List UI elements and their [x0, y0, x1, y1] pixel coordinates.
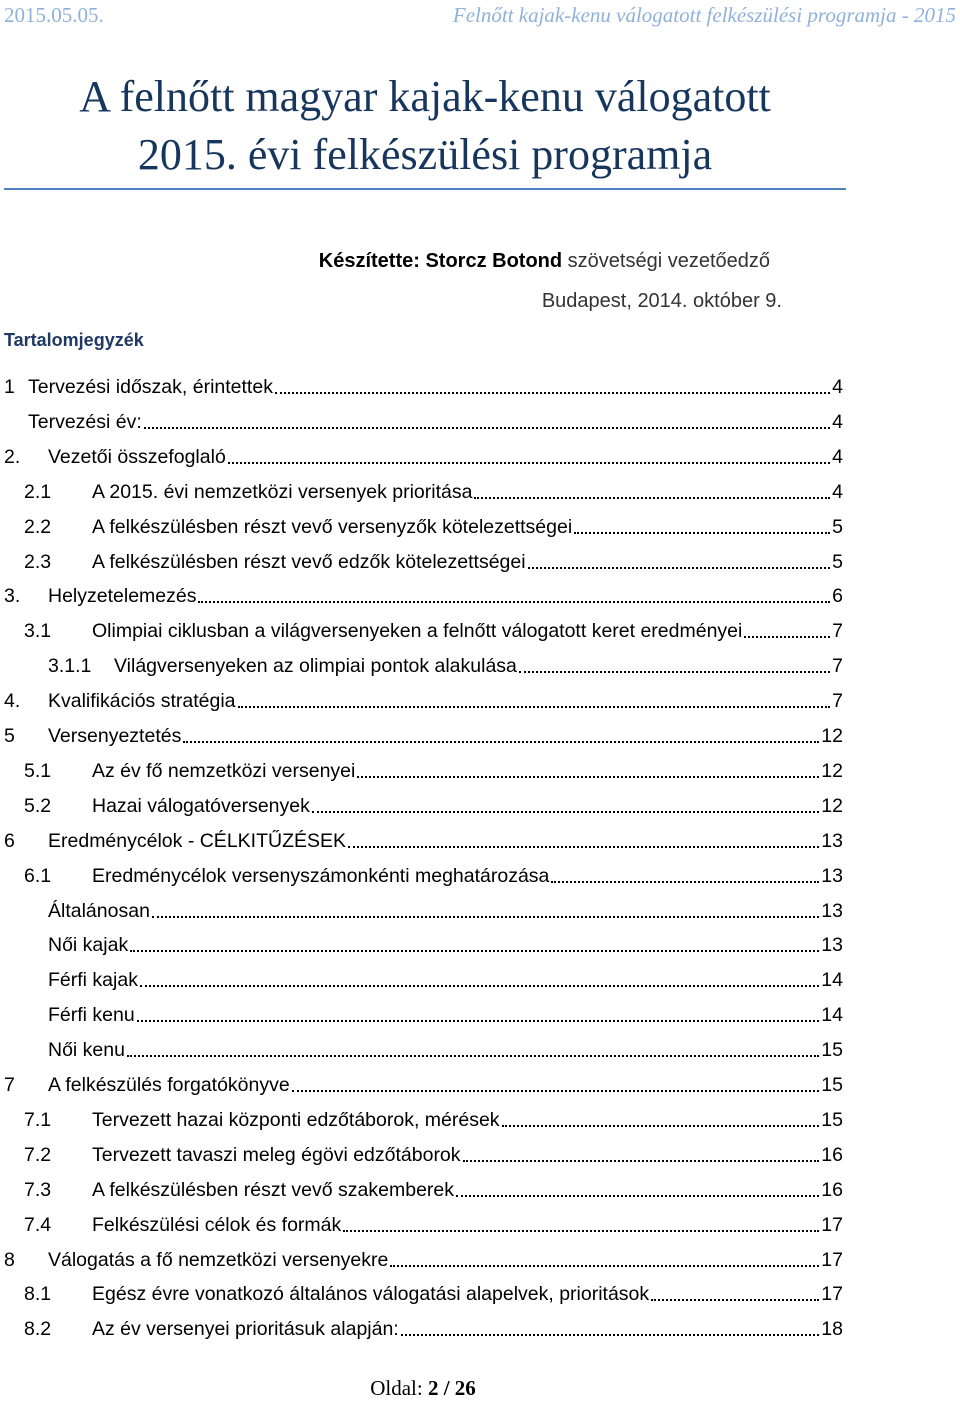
- author-line: [319, 250, 770, 273]
- toc-dot-leader: [551, 861, 819, 883]
- toc-entry-number: 7.1: [24, 1108, 52, 1131]
- toc-dot-leader: [357, 756, 819, 778]
- toc-entry-page: 17: [821, 1283, 843, 1306]
- toc-entry-page: 5: [832, 550, 843, 573]
- toc-entry-label: Helyzetelemezés: [48, 585, 197, 608]
- toc-entry[interactable]: [0, 1000, 843, 1030]
- toc-entry[interactable]: [0, 616, 843, 646]
- toc-entry[interactable]: [0, 1175, 843, 1205]
- toc-entry-page: 7: [832, 690, 843, 713]
- toc-entry-page: 12: [821, 794, 843, 817]
- toc-entry-number: 1: [4, 376, 15, 398]
- toc-entry[interactable]: [0, 1245, 843, 1275]
- toc-entry-number: 3.1.1: [48, 655, 92, 678]
- toc-entry-label: Általánosan: [48, 899, 150, 922]
- toc-entry-label: A felkészülés forgatókönyve: [48, 1074, 290, 1096]
- toc-entry-page: 4: [832, 445, 843, 468]
- toc-entry[interactable]: [0, 896, 843, 926]
- toc-dot-leader: [198, 581, 830, 603]
- toc-entry-page: 17: [821, 1248, 843, 1271]
- document-title-block: [4, 68, 846, 190]
- toc-entry-page: 13: [821, 899, 843, 922]
- toc-heading: Tartalomjegyzék: [4, 330, 144, 350]
- toc-entry[interactable]: [0, 686, 843, 716]
- toc-entry-page: 17: [821, 1213, 843, 1236]
- toc-entry-number: 6: [4, 829, 15, 852]
- toc-entry-label: A felkészülésben részt vevő szakemberek: [92, 1178, 455, 1201]
- toc-entry-page: 12: [821, 759, 843, 782]
- toc-dot-leader: [456, 1175, 819, 1197]
- toc-entry-label: Férfi kajak: [48, 969, 138, 992]
- document-title-line2: 2015. évi felkészülési programja: [137, 130, 713, 179]
- toc-entry-number: 2.3: [24, 550, 52, 573]
- toc-entry[interactable]: [0, 965, 843, 995]
- toc-dot-leader: [238, 686, 831, 708]
- document-title-line1: A felnőtt magyar kajak-kenu válogatott: [79, 72, 771, 121]
- toc-entry-page: 4: [832, 410, 843, 433]
- toc-entry-page: 4: [832, 480, 843, 503]
- toc-entry-label: Világversenyeken az olimpiai pontok alakulása: [114, 655, 517, 678]
- toc-entry-label: Női kajak: [48, 934, 129, 957]
- toc-entry-page: 7: [832, 620, 843, 643]
- toc-entry-label: Válogatás a fő nemzetközi versenyekre: [48, 1248, 389, 1271]
- toc-entry-page: 5: [832, 515, 843, 538]
- toc-entry-label: Kvalifikációs stratégia: [48, 690, 236, 713]
- toc-entry-page: 13: [821, 934, 843, 957]
- toc-entry-page: 15: [821, 1108, 843, 1131]
- toc-entry-label: Olimpiai ciklusban a világversenyeken a felnőtt válogatott keret eredményei: [92, 620, 743, 643]
- toc-entry[interactable]: [0, 826, 843, 856]
- toc-entry-number: 2.1: [24, 480, 52, 503]
- toc-entry[interactable]: [0, 477, 843, 507]
- toc-entry-page: 15: [821, 1039, 843, 1062]
- toc-dot-leader: [343, 1210, 819, 1232]
- toc-dot-leader: [401, 1314, 820, 1336]
- toc-dot-leader: [228, 442, 830, 464]
- toc-entry-label: Az év versenyei prioritásuk alapján:: [92, 1318, 399, 1341]
- toc-dot-leader: [390, 1245, 819, 1267]
- toc-entry-number: 5.1: [24, 759, 52, 782]
- toc-entry-label: Női kenu: [48, 1039, 125, 1062]
- author-name: Készítette: Storcz Botond: [318, 250, 563, 272]
- toc-entry-page: 7: [832, 655, 843, 678]
- toc-dot-leader: [463, 1140, 820, 1162]
- toc-entry[interactable]: [0, 861, 843, 891]
- toc-entry-page: 13: [821, 829, 843, 852]
- page-footer: [0, 1376, 846, 1401]
- toc-entry-page: 4: [832, 376, 843, 398]
- toc-entry-label: Az év fő nemzetközi versenyei: [92, 759, 356, 782]
- toc-entry[interactable]: [0, 791, 843, 821]
- toc-dot-leader: [183, 721, 819, 743]
- toc-entry-label: Vezetői összefoglaló: [48, 445, 226, 468]
- toc-entry-page: 15: [821, 1074, 843, 1096]
- toc-entry-page: 16: [821, 1143, 843, 1166]
- toc-entry[interactable]: [0, 721, 843, 751]
- toc-entry-label: A 2015. évi nemzetközi versenyek prioritása: [92, 480, 473, 503]
- toc-entry[interactable]: [0, 651, 843, 681]
- toc-entry-number: 8.2: [24, 1318, 52, 1341]
- toc-entry-label: A felkészülésben részt vevő edzők kötelezettségei: [92, 550, 526, 573]
- toc-entry-label: Egész évre vonatkozó általános válogatási alapelvek, prioritások: [92, 1283, 650, 1306]
- toc-entry-label: Hazai válogatóversenyek: [92, 794, 310, 817]
- toc-entry-number: 5: [4, 725, 15, 747]
- toc-entry-label: Tervezett hazai központi edzőtáborok, mérések: [92, 1108, 500, 1131]
- toc-entry-number: 5.2: [24, 794, 52, 817]
- toc-dot-leader: [519, 651, 830, 673]
- toc-entry-page: 12: [821, 725, 843, 747]
- toc-entry[interactable]: [0, 1140, 843, 1170]
- toc-entry[interactable]: [0, 1105, 843, 1135]
- toc-dot-leader: [152, 896, 819, 918]
- toc-dot-leader: [348, 826, 819, 848]
- toc-entry-number: 8.1: [24, 1283, 52, 1306]
- toc-entry-label: Eredménycélok versenyszámonkénti meghatározása: [92, 864, 550, 887]
- toc-entry[interactable]: [0, 1210, 843, 1240]
- toc-entry-number: 7: [4, 1074, 15, 1096]
- toc-dot-leader: [528, 547, 831, 569]
- header-running-title: Felnőtt kajak-kenu válogatott felkészülési programja - 2015: [452, 3, 956, 27]
- document-title: [4, 68, 846, 184]
- toc-entry-page: 14: [821, 969, 843, 992]
- footer-separator: /: [443, 1376, 450, 1400]
- toc-entry[interactable]: [0, 407, 843, 437]
- toc-entry-label: Tervezett tavaszi meleg égövi edzőtáborok: [92, 1143, 461, 1166]
- footer-current-page: 2: [427, 1376, 439, 1400]
- toc-entry-page: 16: [821, 1178, 843, 1201]
- toc-entry-page: 14: [821, 1004, 843, 1027]
- toc-entry[interactable]: [0, 1279, 843, 1309]
- toc-dot-leader: [137, 1000, 820, 1022]
- toc-entry-number: 2.2: [24, 515, 52, 538]
- toc-entry-label: Tervezési időszak, érintettek: [28, 376, 273, 398]
- toc-entry[interactable]: [0, 1314, 843, 1344]
- toc-entry-label: Férfi kenu: [48, 1004, 135, 1027]
- toc-dot-leader: [651, 1279, 819, 1301]
- toc-entry-page: 13: [821, 864, 843, 887]
- toc-entry[interactable]: [0, 372, 843, 402]
- toc-entry[interactable]: [0, 1070, 843, 1100]
- toc-entry[interactable]: [0, 581, 843, 611]
- toc-entry[interactable]: [0, 1035, 843, 1065]
- author-role: szövetségi vezetőedző: [567, 250, 770, 272]
- toc-entry-number: 8: [4, 1248, 15, 1271]
- toc-entry[interactable]: [0, 512, 843, 542]
- toc-entry-number: 6.1: [24, 864, 52, 887]
- header-date: 2015.05.05.: [4, 3, 104, 27]
- toc-entry-page: 18: [821, 1318, 843, 1341]
- toc-entry-label: Versenyeztetés: [48, 725, 182, 747]
- toc-entry-number: 7.2: [24, 1143, 52, 1166]
- toc-entry-label: Felkészülési célok és formák: [92, 1213, 342, 1236]
- toc-entry[interactable]: [0, 930, 843, 960]
- toc-entry-label: Tervezési év:: [28, 410, 142, 433]
- toc-entry-number: 7.3: [24, 1178, 52, 1201]
- toc-dot-leader: [744, 616, 830, 638]
- toc-dot-leader: [130, 930, 819, 952]
- toc-entry-label: Eredménycélok - CÉLKITŰZÉSEK: [48, 829, 347, 852]
- place-and-date: Budapest, 2014. október 9.: [541, 290, 782, 312]
- toc-dot-leader: [275, 372, 830, 394]
- toc-entry-number: 3.: [4, 585, 21, 608]
- toc-entry[interactable]: [0, 547, 843, 577]
- toc-dot-leader: [127, 1035, 819, 1057]
- toc-entry-number: 3.1: [24, 620, 52, 643]
- toc-entry-number: 2.: [4, 445, 21, 468]
- toc-entry-label: A felkészülésben részt vevő versenyzők kötelezettségei: [92, 515, 573, 538]
- toc-dot-leader: [144, 407, 830, 429]
- footer-total-pages: 26: [454, 1376, 476, 1400]
- toc-entry-page: 6: [832, 585, 843, 608]
- toc-dot-leader: [474, 477, 830, 499]
- toc-entry[interactable]: [0, 756, 843, 786]
- toc-dot-leader: [140, 965, 819, 987]
- toc-entry[interactable]: [0, 442, 843, 472]
- toc-dot-leader: [574, 512, 830, 534]
- toc-entry-number: 7.4: [24, 1213, 52, 1236]
- toc-dot-leader: [292, 1070, 820, 1092]
- toc-dot-leader: [312, 791, 819, 813]
- toc-entry-number: 4.: [4, 690, 21, 713]
- toc-dot-leader: [502, 1105, 820, 1127]
- footer-prefix: Oldal:: [370, 1376, 423, 1400]
